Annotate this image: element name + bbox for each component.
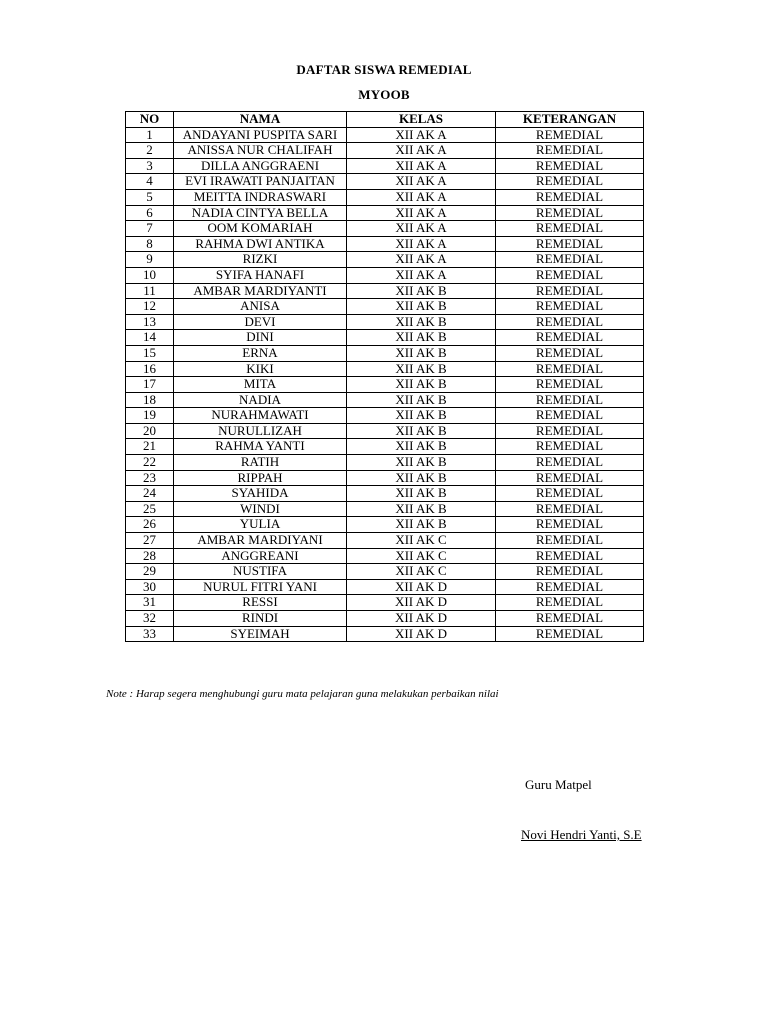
cell-kelas: XII AK B <box>347 330 496 346</box>
cell-kelas: XII AK D <box>347 595 496 611</box>
cell-no: 7 <box>126 221 174 237</box>
cell-no: 33 <box>126 626 174 642</box>
cell-no: 16 <box>126 361 174 377</box>
cell-no: 8 <box>126 236 174 252</box>
cell-kelas: XII AK C <box>347 548 496 564</box>
table-row <box>126 174 644 190</box>
cell-keterangan: REMEDIAL <box>496 533 644 549</box>
cell-nama: SYAHIDA <box>174 486 347 502</box>
cell-kelas: XII AK B <box>347 439 496 455</box>
cell-nama: MITA <box>174 377 347 393</box>
table-row <box>126 236 644 252</box>
table-row <box>126 252 644 268</box>
cell-no: 19 <box>126 408 174 424</box>
document-subtitle: MYOOB <box>358 87 410 102</box>
cell-no: 17 <box>126 377 174 393</box>
cell-kelas: XII AK B <box>347 377 496 393</box>
cell-keterangan: REMEDIAL <box>496 236 644 252</box>
cell-keterangan: REMEDIAL <box>496 486 644 502</box>
table-row <box>126 408 644 424</box>
cell-kelas: XII AK B <box>347 392 496 408</box>
table-row <box>126 392 644 408</box>
cell-keterangan: REMEDIAL <box>496 205 644 221</box>
cell-nama: SYEIMAH <box>174 626 347 642</box>
cell-kelas: XII AK B <box>347 470 496 486</box>
header-kelas: KELAS <box>347 112 496 128</box>
header-keterangan: KETERANGAN <box>496 112 644 128</box>
table-row <box>126 564 644 580</box>
table-row <box>126 345 644 361</box>
table-row <box>126 595 644 611</box>
cell-nama: ANDAYANI PUSPITA SARI <box>174 127 347 143</box>
cell-nama: RIZKI <box>174 252 347 268</box>
cell-kelas: XII AK A <box>347 252 496 268</box>
cell-nama: DILLA ANGGRAENI <box>174 158 347 174</box>
cell-no: 20 <box>126 423 174 439</box>
cell-nama: AMBAR MARDIYANI <box>174 533 347 549</box>
cell-no: 24 <box>126 486 174 502</box>
cell-no: 2 <box>126 143 174 159</box>
table-row <box>126 330 644 346</box>
table-row <box>126 501 644 517</box>
cell-nama: RAHMA DWI ANTIKA <box>174 236 347 252</box>
cell-nama: YULIA <box>174 517 347 533</box>
cell-kelas: XII AK A <box>347 221 496 237</box>
cell-no: 4 <box>126 174 174 190</box>
header-nama: NAMA <box>174 112 347 128</box>
table-row <box>126 127 644 143</box>
cell-nama: ERNA <box>174 345 347 361</box>
cell-no: 29 <box>126 564 174 580</box>
cell-kelas: XII AK D <box>347 611 496 627</box>
cell-kelas: XII AK A <box>347 127 496 143</box>
cell-keterangan: REMEDIAL <box>496 455 644 471</box>
cell-nama: DEVI <box>174 314 347 330</box>
cell-keterangan: REMEDIAL <box>496 626 644 642</box>
table-row <box>126 533 644 549</box>
cell-nama: RAHMA YANTI <box>174 439 347 455</box>
cell-kelas: XII AK B <box>347 314 496 330</box>
cell-no: 31 <box>126 595 174 611</box>
cell-keterangan: REMEDIAL <box>496 377 644 393</box>
table-header-row <box>126 112 644 128</box>
cell-no: 3 <box>126 158 174 174</box>
cell-no: 28 <box>126 548 174 564</box>
table-row <box>126 611 644 627</box>
table-row <box>126 283 644 299</box>
cell-nama: KIKI <box>174 361 347 377</box>
cell-nama: NURULLIZAH <box>174 423 347 439</box>
table-row <box>126 221 644 237</box>
cell-no: 25 <box>126 501 174 517</box>
cell-no: 10 <box>126 267 174 283</box>
cell-nama: NADIA CINTYA BELLA <box>174 205 347 221</box>
cell-nama: SYIFA HANAFI <box>174 267 347 283</box>
cell-nama: RINDI <box>174 611 347 627</box>
table-row <box>126 517 644 533</box>
cell-nama: EVI IRAWATI PANJAITAN <box>174 174 347 190</box>
cell-kelas: XII AK B <box>347 455 496 471</box>
cell-keterangan: REMEDIAL <box>496 439 644 455</box>
cell-no: 30 <box>126 579 174 595</box>
cell-kelas: XII AK B <box>347 299 496 315</box>
cell-nama: NURUL FITRI YANI <box>174 579 347 595</box>
cell-keterangan: REMEDIAL <box>496 221 644 237</box>
cell-no: 22 <box>126 455 174 471</box>
cell-keterangan: REMEDIAL <box>496 314 644 330</box>
cell-keterangan: REMEDIAL <box>496 408 644 424</box>
table-row <box>126 579 644 595</box>
cell-nama: MEITTA INDRASWARI <box>174 189 347 205</box>
cell-nama: RIPPAH <box>174 470 347 486</box>
cell-kelas: XII AK A <box>347 236 496 252</box>
cell-nama: RATIH <box>174 455 347 471</box>
cell-keterangan: REMEDIAL <box>496 392 644 408</box>
cell-nama: NURAHMAWATI <box>174 408 347 424</box>
cell-no: 9 <box>126 252 174 268</box>
cell-no: 1 <box>126 127 174 143</box>
cell-keterangan: REMEDIAL <box>496 158 644 174</box>
table-body <box>126 127 644 642</box>
cell-kelas: XII AK B <box>347 501 496 517</box>
remedial-table <box>125 111 644 642</box>
cell-kelas: XII AK B <box>347 361 496 377</box>
table-row <box>126 486 644 502</box>
cell-no: 23 <box>126 470 174 486</box>
cell-no: 18 <box>126 392 174 408</box>
cell-no: 21 <box>126 439 174 455</box>
table-row <box>126 205 644 221</box>
table-row <box>126 377 644 393</box>
table-row <box>126 267 644 283</box>
cell-kelas: XII AK B <box>347 345 496 361</box>
cell-nama: AMBAR MARDIYANTI <box>174 283 347 299</box>
cell-nama: ANISA <box>174 299 347 315</box>
cell-kelas: XII AK C <box>347 533 496 549</box>
cell-keterangan: REMEDIAL <box>496 579 644 595</box>
cell-no: 5 <box>126 189 174 205</box>
cell-keterangan: REMEDIAL <box>496 595 644 611</box>
cell-keterangan: REMEDIAL <box>496 361 644 377</box>
cell-no: 26 <box>126 517 174 533</box>
cell-keterangan: REMEDIAL <box>496 252 644 268</box>
cell-kelas: XII AK A <box>347 205 496 221</box>
table-row <box>126 189 644 205</box>
cell-keterangan: REMEDIAL <box>496 501 644 517</box>
cell-keterangan: REMEDIAL <box>496 143 644 159</box>
cell-nama: OOM KOMARIAH <box>174 221 347 237</box>
cell-no: 12 <box>126 299 174 315</box>
cell-kelas: XII AK B <box>347 517 496 533</box>
cell-kelas: XII AK A <box>347 158 496 174</box>
cell-nama: ANGGREANI <box>174 548 347 564</box>
cell-kelas: XII AK D <box>347 626 496 642</box>
cell-keterangan: REMEDIAL <box>496 174 644 190</box>
cell-kelas: XII AK D <box>347 579 496 595</box>
cell-no: 14 <box>126 330 174 346</box>
cell-keterangan: REMEDIAL <box>496 330 644 346</box>
cell-nama: DINI <box>174 330 347 346</box>
table-row <box>126 299 644 315</box>
cell-kelas: XII AK B <box>347 283 496 299</box>
cell-nama: WINDI <box>174 501 347 517</box>
signature-name: Novi Hendri Yanti, S.E <box>521 827 642 842</box>
cell-keterangan: REMEDIAL <box>496 470 644 486</box>
cell-keterangan: REMEDIAL <box>496 611 644 627</box>
cell-keterangan: REMEDIAL <box>496 127 644 143</box>
document-title: DAFTAR SISWA REMEDIAL <box>296 62 472 77</box>
cell-no: 11 <box>126 283 174 299</box>
table-row <box>126 143 644 159</box>
cell-kelas: XII AK B <box>347 423 496 439</box>
cell-kelas: XII AK A <box>347 143 496 159</box>
cell-keterangan: REMEDIAL <box>496 299 644 315</box>
table-row <box>126 314 644 330</box>
cell-keterangan: REMEDIAL <box>496 564 644 580</box>
cell-no: 6 <box>126 205 174 221</box>
cell-kelas: XII AK A <box>347 267 496 283</box>
cell-kelas: XII AK B <box>347 486 496 502</box>
cell-keterangan: REMEDIAL <box>496 548 644 564</box>
table-row <box>126 470 644 486</box>
cell-nama: NADIA <box>174 392 347 408</box>
cell-kelas: XII AK C <box>347 564 496 580</box>
note-text: Note : Harap segera menghubungi guru mata pelajaran guna melakukan perbaikan nilai <box>106 688 499 700</box>
table-row <box>126 361 644 377</box>
cell-nama: RESSI <box>174 595 347 611</box>
cell-kelas: XII AK A <box>347 174 496 190</box>
cell-no: 32 <box>126 611 174 627</box>
cell-keterangan: REMEDIAL <box>496 423 644 439</box>
cell-keterangan: REMEDIAL <box>496 189 644 205</box>
table-row <box>126 548 644 564</box>
signature-role: Guru Matpel <box>525 777 592 792</box>
header-no: NO <box>126 112 174 128</box>
cell-kelas: XII AK B <box>347 408 496 424</box>
table-row <box>126 439 644 455</box>
table-row <box>126 423 644 439</box>
table-row <box>126 158 644 174</box>
cell-keterangan: REMEDIAL <box>496 283 644 299</box>
cell-kelas: XII AK A <box>347 189 496 205</box>
table-row <box>126 626 644 642</box>
cell-no: 13 <box>126 314 174 330</box>
cell-no: 15 <box>126 345 174 361</box>
cell-nama: ANISSA NUR CHALIFAH <box>174 143 347 159</box>
cell-keterangan: REMEDIAL <box>496 345 644 361</box>
table-row <box>126 455 644 471</box>
cell-keterangan: REMEDIAL <box>496 517 644 533</box>
cell-no: 27 <box>126 533 174 549</box>
cell-keterangan: REMEDIAL <box>496 267 644 283</box>
cell-nama: NUSTIFA <box>174 564 347 580</box>
